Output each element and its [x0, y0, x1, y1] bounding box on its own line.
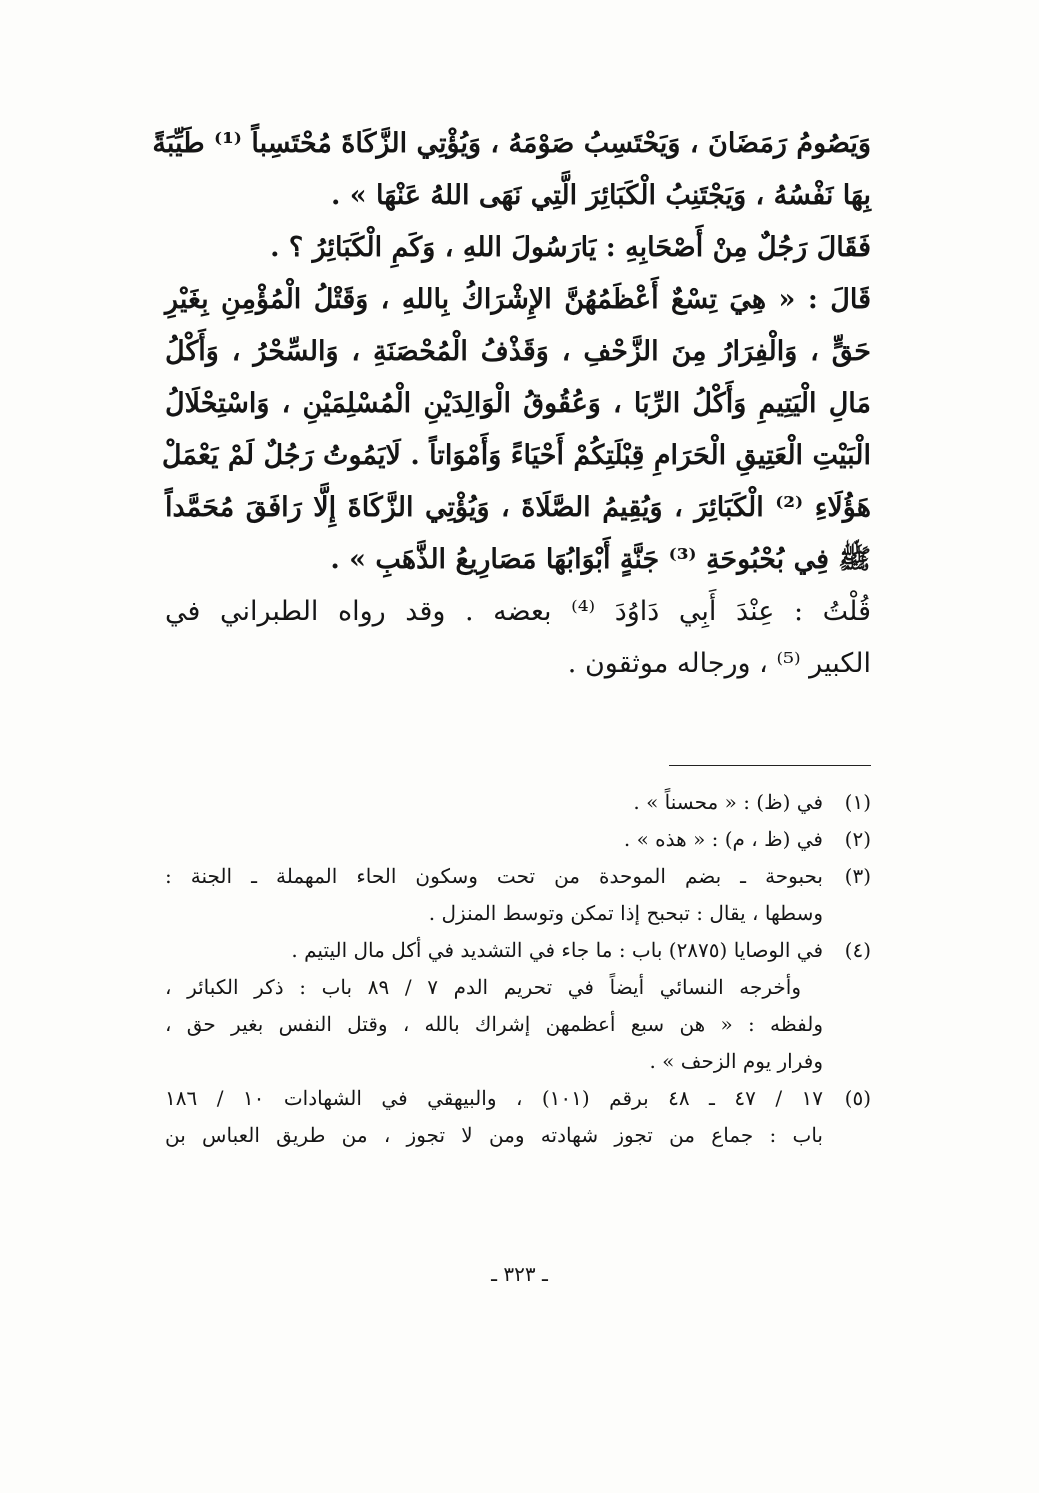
footnote-line: وأخرجه النسائي أيضاً في تحريم الدم ٧ / ٨٩ باب : ذكر الكبائر ، [165, 975, 801, 999]
text-line: ﷺ فِي بُحْبُوحَةِ ⁽³⁾ جَنَّةٍ أَبْوَابُهَا مَصَارِيعُ الذَّهَبِ » . [330, 544, 871, 575]
footnote-line: بحبوحة ـ بضم الموحدة من تحت وسكون الحاء المهملة ـ الجنة : [165, 864, 824, 888]
text-line: قَالَ : « هِيَ تِسْعٌ أَعْظَمُهُنَّ الإِشْرَاكُ بِاللهِ ، وَقَتْلُ الْمُؤْمِنِ بِغَيْرِ [165, 284, 871, 315]
text-line: قُلْتُ : عِنْدَ أَبِي دَاوُدَ ⁽⁴⁾ بعضه . وقد رواه الطبراني في [165, 596, 871, 627]
text-line: الْبَيْتِ الْعَتِيقِ الْحَرَامِ قِبْلَتِكُمْ أَحْيَاءً وَأَمْوَاتاً . لَايَمُوتُ رَجُلٌ لَمْ يَعْمَلْ [161, 440, 871, 471]
footnote-line: ولفظه : « هن سبع أعظمهن إشراك بالله ، وقتل النفس بغير حق ، [165, 1012, 823, 1036]
main-text [152, 118, 871, 690]
footnote-line: وسطها ، يقال : تبحبح إذا تمكن وتوسط المنزل . [428, 901, 823, 925]
text-line: وَيَصُومُ رَمَضَانَ ، وَيَحْتَسِبُ صَوْمَهُ ، وَيُؤْتِي الزَّكَاةَ مُحْتَسِباً ⁽¹⁾ طَيِّبَةً [152, 128, 871, 159]
footnote-number: (٥) [844, 1086, 871, 1110]
footnotes [165, 784, 871, 1154]
footnote-number: (٤) [844, 938, 871, 962]
footnote [165, 858, 871, 932]
page-number: ـ ٣٢٣ ـ [491, 1262, 548, 1286]
footnote-number: (٢) [844, 827, 871, 851]
footnote [165, 784, 871, 821]
footnote-line: باب : جماع من تجوز شهادته ومن لا تجوز ، من طريق العباس بن [165, 1123, 823, 1147]
footnote-line: في الوصايا (٢٨٧٥) باب : ما جاء في التشديد في أكل مال اليتيم . [291, 938, 823, 962]
footnote-number: (٣) [844, 864, 871, 888]
footnote-line: في (ظ) : « محسناً » . [633, 790, 823, 814]
footnote-number: (١) [844, 790, 871, 814]
footnote-line: وفرار يوم الزحف » . [649, 1049, 823, 1073]
footnote-divider [669, 765, 871, 766]
text-line: بِهَا نَفْسُهُ ، وَيَجْتَنِبُ الْكَبَائِرَ الَّتِي نَهَى اللهُ عَنْهَا » . [330, 180, 871, 211]
text-line: فَقَالَ رَجُلٌ مِنْ أَصْحَابِهِ : يَارَسُولَ اللهِ ، وَكَمِ الْكَبَائِرُ ؟ . [270, 232, 871, 263]
text-line: الكبير ⁽⁵⁾ ، ورجاله موثقون . [567, 648, 871, 679]
footnote-line: ١٧ / ٤٧ ـ ٤٨ برقم (١٠١) ، والبيهقي في الشهادات ١٠ / ١٨٦ [165, 1086, 824, 1110]
footnote [165, 821, 871, 858]
text-line: هَؤُلَاءِ ⁽²⁾ الْكَبَائِرَ ، وَيُقِيمُ الصَّلَاةَ ، وَيُؤْتِي الزَّكَاةَ إِلَّا رَافَقَ مُحَمَّداً [165, 492, 871, 523]
footnote [165, 1080, 871, 1154]
footnote-line: في (ظ ، م) : « هذه » . [623, 827, 823, 851]
text-line: مَالِ الْيَتِيمِ وَأَكْلُ الرِّبَا ، وَعُقُوقُ الْوَالِدَيْنِ الْمُسْلِمَيْنِ ، وَاسْتِحْلَالُ [165, 388, 871, 419]
footnote [165, 932, 871, 1080]
text-line: حَقٍّ ، وَالْفِرَارُ مِنَ الزَّحْفِ ، وَقَذْفُ الْمُحْصَنَةِ ، وَالسِّحْرُ ، وَأَكْلُ [165, 336, 871, 367]
